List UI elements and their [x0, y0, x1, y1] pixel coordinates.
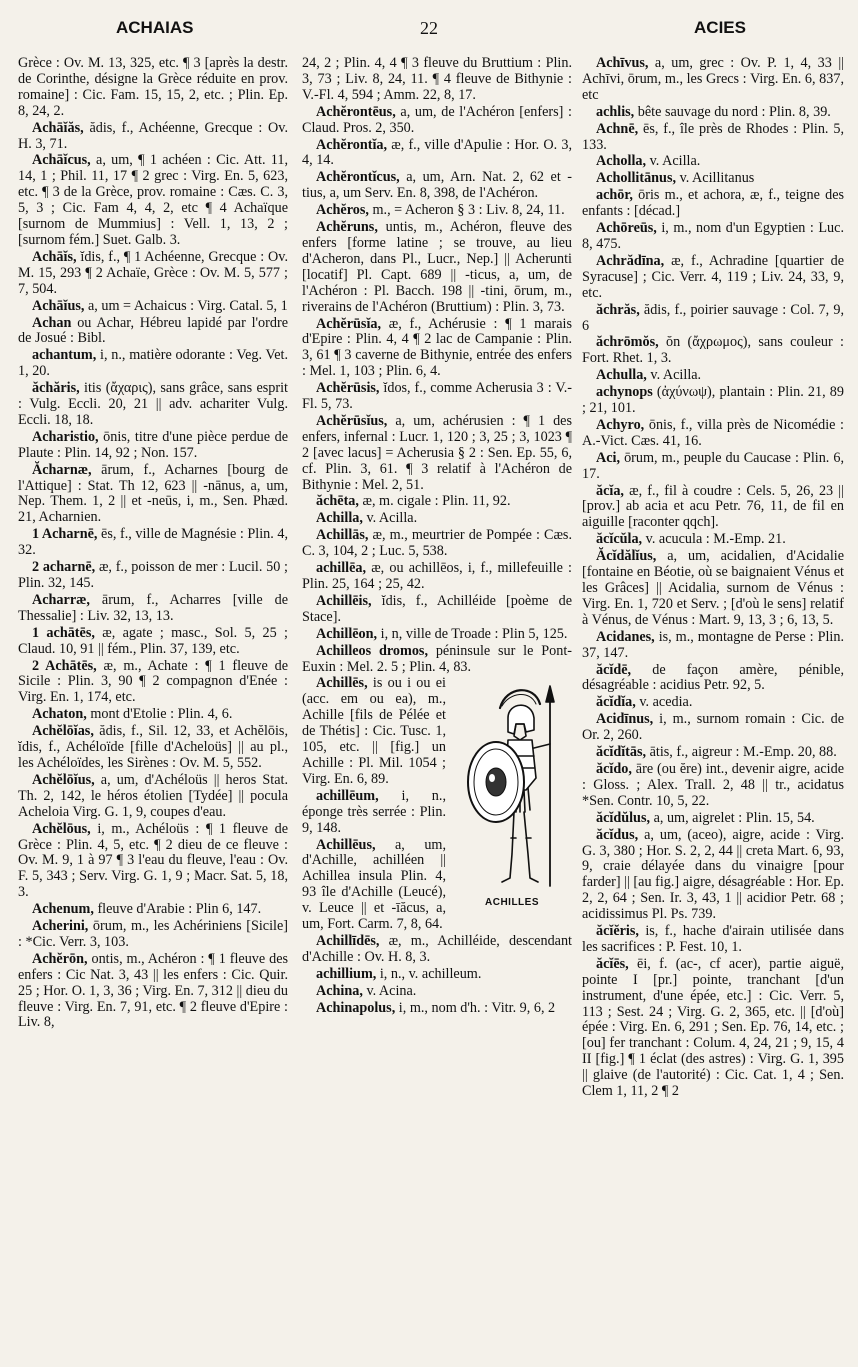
entry-definition: a, um, aigrelet : Plin. 15, 54. [653, 809, 815, 826]
entry-headword: ăcĭa, [596, 482, 624, 499]
entry-definition: ēs, f., île près de Rhodes : Plin. 5, 133. [582, 120, 844, 153]
dictionary-entry [582, 122, 844, 154]
achilles-figure [452, 678, 572, 914]
column-2 [302, 56, 572, 1356]
entry-definition: a, um, achérusien : ¶ 1 des enfers, infernal : Lucr. 1, 120 ; 3, 25 ; 3, 1023 ¶ 2 [avec lacus] = Acherusia § 2 : Sen. Ep. 55, 6, cf. Plin. 3, 61. ¶ 3 relatif à l'Achéron de Bithynie : Mel. 2, 51. [302, 412, 572, 493]
entry-definition: v. acucula : M.-Emp. 21. [645, 531, 786, 548]
entry-headword: Achillēon, [316, 625, 378, 642]
column-3 [582, 56, 844, 1356]
entry-headword: Achilleos dromos, [316, 642, 428, 659]
entry-definition: fleuve d'Arabie : Plin 6, 147. [97, 901, 262, 918]
entry-definition: is, m., montagne de Perse : Plin. 37, 147. [582, 628, 844, 661]
entry-headword: achillēa, [316, 560, 367, 577]
dictionary-entry [18, 626, 288, 658]
entry-headword: ăchēta, [316, 493, 359, 510]
entry-headword: achantum, [32, 347, 97, 364]
entry-headword: ăcĭĕris, [596, 923, 639, 940]
column-1 [18, 56, 288, 1356]
entry-headword: ăcĭdŭlus, [596, 809, 651, 826]
entry-headword: Achĕrūsĭus, [316, 412, 388, 429]
dictionary-entry [18, 952, 288, 1032]
entry-definition: v. Acilla. [366, 510, 418, 527]
entry-headword: Acharræ, [32, 591, 90, 608]
entry-headword: Achillēis, [316, 592, 372, 609]
entry-definition: æ, m., meurtrier de Pompée : Cæs. C. 3, 104, 2 ; Luc. 5, 538. [302, 527, 572, 560]
entry-definition: ārum, f., Acharres [ville de Thessalie] : Liv. 32, 13, 13. [18, 591, 288, 624]
entry-headword: ăcĭdo, [596, 760, 632, 777]
entry-definition: ēi, f. (ac-, cf acer), partie aiguë, pointe I [pr.] pointe, tranchant [d'un instrument, d'une épée, etc.] : Cic. Verr. 5, 113 ; Sest. 24 ; Virg. G. 2, 365, etc. || [d'où] épée : Virg. En. 6, 291 ; Sen. Ep. 76, 14, etc. ; [ou] fer tranchant : Colum. 4, 24, 21 ; 9, 15, 4 II [fig.] ¶ 1 éclat (des astres) : Virg. G. 1, 395 || glaive (de l'autorité) : Cic. Cat. 1, 4 ; Sen. Clem 1, 11, 2 ¶ 2 [582, 955, 844, 1100]
entry-headword: Achīvus, [596, 56, 649, 71]
entry-headword: achlis, [596, 103, 635, 120]
dictionary-entry [582, 663, 844, 695]
entry-headword: Achāĭăs, [32, 119, 84, 136]
entry-definition: ōnis, titre d'une pièce perdue de Plaute : Plin. 14, 92 ; Non. 157. [18, 428, 288, 461]
dictionary-entry [302, 138, 572, 170]
entry-definition: v. acedia. [639, 694, 693, 711]
dictionary-entry [302, 170, 572, 202]
dictionary-entry [302, 220, 572, 315]
entry-definition: æ, f., Achérusie : ¶ 1 marais d'Epire : Plin. 4, 4 ¶ 2 lac de Campanie : Plin. 3, 61 ¶ 3 caverne de Bithynie, entrée des enfers : Mel. 1, 103 ; Plin. 6, 4. [302, 315, 572, 380]
dictionary-entry [582, 105, 844, 121]
entry-definition: ontis, m., Achéron : ¶ 1 fleuve des enfers : Cic Nat. 3, 43 || les enfers : Cic. Quir. 25 ; Hor. O. 1, 3, 36 ; Virg. En. 7, 312 || dieu du fleuve : Virg. En. 7, 91, etc. ¶ 2 fleuve d'Epire : Liv. 8, [18, 950, 288, 1031]
entry-headword: Achrădīna, [596, 252, 665, 269]
entry-definition: itis (ἄχαρις), sans grâce, sans esprit : Vulg. Eccli. 20, 21 || adv. achariter Vulg. Eccli. 18, 18. [18, 380, 288, 428]
dictionary-entry [18, 348, 288, 380]
entry-definition: (ἀχύνωψ), plantain : Plin. 21, 89 ; 21, 101. [582, 384, 844, 417]
dictionary-entry [302, 594, 572, 626]
entry-headword: Achillās, [316, 527, 369, 544]
entry-definition: i, m., nom d'h. : Vitr. 9, 6, 2 [398, 999, 556, 1016]
dictionary-entry [582, 188, 844, 220]
figure-caption: ACHILLES [485, 897, 539, 909]
entry-definition: i, n., v. achilleum. [379, 965, 482, 982]
dictionary-entry [302, 494, 572, 510]
entry-definition: æ, f., Achradine [quartier de Syracuse] ; Cic. Verr. 4, 119 ; Liv. 24, 33, 9, etc. [582, 252, 844, 301]
dictionary-entry [18, 527, 288, 559]
entry-headword: Achyro, [596, 416, 645, 433]
entry-headword: ăchăris, [32, 380, 80, 397]
entry-definition: i, n., éponge très serrée : Plin. 9, 148. [302, 787, 446, 836]
dictionary-entry [18, 773, 288, 821]
header-left-word: ACHAIAS [116, 18, 194, 37]
entry-definition: ădis, f., Achéenne, Grecque : Ov. H. 3, 71. [18, 119, 288, 152]
entry-headword: Achĕrontĭa, [316, 136, 388, 153]
dictionary-entry [582, 532, 844, 548]
entry-headword: Achāĭcus, [32, 152, 91, 169]
dictionary-entry [302, 414, 572, 494]
entry-definition: ĭdis, f., Achilléide [poème de Stace]. [302, 592, 572, 625]
entry-definition: ōnis, f., villa près de Nicomédie : A.-Vict. Cæs. 41, 16. [582, 416, 844, 449]
entry-headword: ăcĭdus, [596, 826, 639, 843]
dictionary-entry [582, 56, 844, 104]
entry-headword: ăchrăs, [596, 301, 640, 318]
entry-headword: 1 achātēs, [32, 624, 95, 641]
header-right-word: ACIES [694, 18, 746, 37]
entry-definition: æ, agate ; masc., Sol. 5, 25 ; Claud. 10, 91 || fém., Plin. 37, 139, etc. [18, 624, 288, 657]
entry-definition: m., = Acheron § 3 : Liv. 8, 24, 11. [372, 202, 565, 219]
entry-definition: a, um, d'Achille, achilléen || Achillea insula Plin. 4, 93 île d'Achille (Leucé), v. Leuce || et -īăcus, a, um, Fort. Carm. 7, 8, 64. [302, 836, 446, 933]
entry-definition: i, n, ville de Troade : Plin 5, 125. [380, 625, 568, 642]
entry-definition: untis, m., Achéron, fleuve des enfers [forme latine ; se trouve, au lieu d'Acheron, dans Pl., Lucr., Nep.] || Acherunti [locatif] Pl. Capt. 689 || -ticus, a, um, de l'Achéron : Pl. Bacch. 198 || -tini, ōrum, m., riverains de l'Achéron (Bruttium) : Plin. 3, 73. [302, 219, 572, 315]
entry-headword: Achĕrūsis, [316, 380, 380, 397]
entry-definition: ădis, f., poirier sauvage : Col. 7, 9, 6 [582, 301, 844, 334]
dictionary-entry [18, 381, 288, 429]
dictionary-entry [582, 154, 844, 170]
dictionary-entry [302, 627, 572, 643]
entry-headword: Achĕrontĭcus, [316, 169, 400, 186]
entry-headword: Acidīnus, [596, 711, 654, 728]
entry-definition: ārum, f., Acharnes [bourg de l'Attique] : Stat. Th 12, 623 || -nānus, a, um, Nep. Them. 1, 2 || et -neūs, i, m., Sen. Phæd. 21, Acharnien. [18, 461, 288, 526]
dictionary-entry [302, 528, 572, 560]
entry-headword: Achenum, [32, 901, 94, 918]
entry-definition: i, m., Achéloüs : ¶ 1 fleuve de Grèce : Plin. 4, 5, etc. ¶ 2 dieu de ce fleuve : Ov. M. 9, 1 à 97 ¶ 3 l'eau du fleuve, l'eau : Ov. F. 5, 343 ; Serv. Virg. G. 1, 9 ; Macr. Sat. 5, 18, 3. [18, 820, 288, 901]
entry-headword: Achĕlōĭas, [32, 723, 94, 740]
dictionary-entry [18, 593, 288, 625]
entry-headword: Acholla, [596, 153, 647, 170]
dictionary-entry [18, 919, 288, 951]
entry-headword: 2 acharnē, [32, 559, 96, 576]
entry-headword: Achaton, [32, 706, 87, 723]
entry-definition: æ, f., ville d'Apulie : Hor. O. 3, 4, 14. [302, 136, 572, 169]
dictionary-entry [582, 385, 844, 417]
entry-headword: ăcĭcŭla, [596, 531, 643, 548]
dictionary-entry [302, 381, 572, 413]
entry-definition: ōrum, m., les Achériniens [Sicile] : *Cic. Verr. 3, 103. [18, 918, 288, 950]
entry-headword: Achollitānus, [596, 170, 677, 187]
dictionary-entry [302, 644, 572, 676]
entry-definition: ātis, f., aigreur : M.-Emp. 20, 88. [649, 744, 837, 761]
entry-definition: i, m., nom d'un Egyptien : Luc. 8, 475. [582, 220, 844, 252]
dictionary-entry [18, 822, 288, 902]
dictionary-entry [18, 56, 288, 120]
entry-definition: is ou i ou ei (acc. em ou ea), m., Achille [fils de Pélée et de Thétis] : Cic. Tusc. 1, 105, etc. || [fig.] un Achille : Pl. Mil. 1054 ; Virg. En. 6, 89. [302, 675, 446, 787]
dictionary-entry [582, 745, 844, 761]
dictionary-entry [18, 724, 288, 772]
entry-definition: v. Acilla. [649, 153, 701, 170]
entry-headword: Achnē, [596, 120, 639, 137]
dictionary-entry [302, 511, 572, 527]
entry-definition: āre (ou ĕre) int., devenir aigre, acide : Gloss. ; Alex. Trall. 2, 48 || tr., acidatus *Sen. Contr. 10, 5, 22. [582, 760, 844, 809]
entry-definition: æ, m., Achilléide, descendant d'Achille : Ov. H. 8, 3. [302, 932, 572, 965]
entry-definition: i, n., matière odorante : Veg. Vet. 1, 20. [18, 347, 288, 380]
dictionary-entry [582, 484, 844, 532]
entry-definition: ōris m., et achora, æ, f., teigne des enfants : [décad.] [582, 187, 844, 220]
dictionary-entry [582, 335, 844, 367]
entry-headword: ăcĭdĭa, [596, 694, 636, 711]
entry-definition: is, f., hache d'airain utilisée dans les sacrifices : P. Fest. 10, 1. [582, 923, 844, 955]
entry-headword: Ăcĭdălĭus, [596, 548, 657, 565]
entry-headword: Achĕros, [316, 202, 369, 219]
entry-definition: ĭdos, f., comme Acherusia 3 : V.-Fl. 5, 73. [302, 380, 572, 413]
entry-headword: Achĕlōĭus, [32, 771, 95, 788]
entry-definition: æ, m. cigale : Plin. 11, 92. [362, 493, 511, 510]
entry-definition: ōrum, m., peuple du Caucase : Plin. 6, 17. [582, 449, 844, 482]
entry-definition: péninsule sur le Pont-Euxin : Mel. 2. 5 ; Plin. 4, 83. [302, 642, 572, 675]
dictionary-entry [302, 56, 572, 104]
entry-headword: Achillīdēs, [316, 932, 380, 949]
page-number: 22 [420, 18, 438, 38]
entry-headword: Ăcharnæ, [32, 461, 92, 478]
entry-headword: Achillēus, [316, 836, 376, 853]
dictionary-entry [302, 561, 572, 593]
entry-definition: a, um = Achaicus : Virg. Catal. 5, 1 [87, 297, 288, 314]
entry-definition: Grèce : Ov. M. 13, 325, etc. ¶ 3 [après la destr. de Corinthe, désigne la Grèce réduite en prov. romaine] : Cic. Fam. 15, 15, 2, etc. ; Plin. Ep. 8, 24, 2. [18, 56, 288, 119]
dictionary-entry [18, 560, 288, 592]
entry-definition: v. Acillitanus [679, 170, 755, 187]
entry-definition: a, um, ¶ 1 achéen : Cic. Att. 11, 14, 1 ; Phil. 11, 17 ¶ 2 grec : Virg. En. 5, 623, etc. ¶ 3 de la Grèce, prov. romaine : Cæs. C. 3, 5, 3 ; Cic. Fam 4, 4, 2, etc ¶ 4 Achaïque [surnom de Mummius] : Vell. 1, 13, 2 ; [surnom fém.] Suet. Galb. 3. [18, 152, 288, 248]
entry-definition: a, um, de l'Achéron [enfers] : Claud. Pros. 2, 350. [302, 103, 572, 136]
entry-definition: a, um, (aceo), aigre, acide : Virg. G. 3, 380 ; Hor. S. 2, 2, 44 || creta Mart. 6, 93, 9, craie délayée dans du vinaigre [pour farder] || [au fig.] aigre, désagréable : Hor. Ep. 2, 2, 64 ; Sen. Ir. 3, 43, 1 || acidior Petr. 68 ; acidissimus Pl. Ps. 739. [582, 826, 844, 923]
entry-headword: achōr, [596, 187, 633, 204]
dictionary-entry [582, 171, 844, 187]
dictionary-entry [302, 105, 572, 137]
dictionary-entry [582, 303, 844, 335]
entry-headword: Achan [32, 314, 72, 331]
entry-headword: Acidanes, [596, 628, 655, 645]
entry-headword: Acherini, [32, 918, 89, 935]
entry-definition: ĭdis, f., ¶ 1 Achéenne, Grecque : Ov. M. 15, 293 ¶ 2 Achaïe, Grèce : Ov. M. 5, 577 ; 7, 504. [18, 248, 288, 297]
entry-definition: æ, f., fil à coudre : Cels. 5, 26, 23 || [prov.] ab acia et acu Petr. 76, 11, de fil en aiguille [raconter qqch]. [582, 482, 844, 531]
dictionary-entry [582, 451, 844, 483]
entry-headword: Aci, [596, 449, 621, 466]
dictionary-entry [582, 368, 844, 384]
dictionary-entry [18, 250, 288, 298]
dictionary-entry [582, 828, 844, 923]
dictionary-entry [302, 203, 572, 219]
entry-headword: Achĕrontēus, [316, 103, 396, 120]
entry-headword: Acharistio, [32, 428, 99, 445]
entry-definition: ădis, f., Sil. 12, 33, et Achĕlōis, ĭdis, f., Achéloïde [fille d'Acheloüs] || au pl., les Achéloïdes, les Sirènes : Ov. M. 5, 552. [18, 723, 288, 771]
entry-definition: ēs, f., ville de Magnésie : Plin. 4, 32. [18, 526, 288, 559]
dictionary-entry [18, 463, 288, 527]
entry-definition: 24, 2 ; Plin. 4, 4 ¶ 3 fleuve du Bruttium : Plin. 3, 73 ; Liv. 8, 24, 11. ¶ 4 fleuve de Bithynie : V.-Fl. 4, 594 ; Amm. 22, 8, 17. [302, 56, 572, 103]
entry-definition: æ, m., Achate : ¶ 1 fleuve de Sicile : Plin. 3, 90 ¶ 2 compagnon d'Enée : Virg. En. 1, 174, etc. [18, 657, 288, 706]
dictionary-entry [582, 221, 844, 253]
entry-definition: v. Acina. [366, 982, 417, 999]
dictionary-entry [582, 957, 844, 1100]
dictionary-entry [302, 967, 572, 983]
dictionary-entry [18, 316, 288, 348]
dictionary-entry [302, 1001, 572, 1017]
dictionary-entry [18, 153, 288, 248]
dictionary-entry [18, 902, 288, 918]
dictionary-entry [582, 695, 844, 711]
dictionary-entry [18, 430, 288, 462]
entry-headword: achillēum, [316, 787, 379, 804]
entry-headword: Achĕruns, [316, 219, 378, 236]
dictionary-entry [18, 121, 288, 153]
entry-definition: æ, ou achillēos, i, f., millefeuille : Plin. 25, 164 ; 25, 42. [302, 560, 572, 592]
entry-definition: a, um, grec : Ov. P. 1, 4, 33 || Achīvi, ōrum, m., les Grecs : Virg. En. 6, 837, etc [582, 56, 844, 103]
dictionary-entry [582, 630, 844, 662]
entry-headword: achillium, [316, 965, 377, 982]
entry-definition: a, um, acidalien, d'Acidalie [fontaine en Béotie, où se baignaient Vénus et les Grâces] || Acidalia, surnom de Vénus : Virg. En. 1, 720 et Serv. ; [d'où le sens] relatif à Vénus, de Vénus : Mart. 9, 13, 3 ; 6, 13, 5. [582, 548, 844, 628]
entry-definition: mont d'Etolie : Plin. 4, 6. [90, 706, 233, 723]
entry-definition: i, m., surnom romain : Cic. de Or. 2, 260. [582, 711, 844, 744]
dictionary-entry [18, 707, 288, 723]
entry-headword: ăchrōmŏs, [596, 334, 659, 351]
entry-headword: Achāĭs, [32, 248, 77, 265]
achilles-warrior-icon [456, 678, 568, 893]
dictionary-entry [302, 984, 572, 1000]
dictionary-entry [582, 811, 844, 827]
entry-headword: Achillēs, [316, 675, 368, 692]
entry-headword: Achĕrūsĭa, [316, 315, 382, 332]
entry-headword: 2 Achātēs, [32, 657, 97, 674]
entry-definition: ŏn (ἄχρωμος), sans couleur : Fort. Rhet. 1, 3. [582, 334, 844, 367]
entry-headword: Achōreūs, [596, 220, 657, 237]
dictionary-entry [582, 549, 844, 629]
entry-headword: Achilla, [316, 510, 363, 527]
entry-definition: æ, f., poisson de mer : Lucil. 50 ; Plin. 32, 145. [18, 559, 288, 591]
dictionary-entry [582, 418, 844, 450]
dictionary-entry [302, 934, 572, 966]
entry-headword: Achĕrōn, [32, 950, 88, 967]
entry-definition: bête sauvage du nord : Plin. 8, 39. [637, 103, 831, 120]
entry-headword: 1 Acharnē, [32, 526, 98, 543]
entry-headword: Achina, [316, 982, 363, 999]
dictionary-entry [582, 712, 844, 744]
entry-definition: v. Acilla. [650, 367, 702, 384]
entry-headword: achynops [596, 384, 653, 401]
page-header [0, 16, 858, 48]
entry-headword: ăcĭdē, [596, 661, 632, 678]
entry-definition: a, um, d'Achéloüs || heros Stat. Th. 2, 142, le héros étolien [Tydée] || pocula Acheloia Virg. G. 1, 9, coupes d'eau. [18, 771, 288, 820]
entry-headword: Achāĭus, [32, 297, 85, 314]
dictionary-entry [582, 924, 844, 956]
entry-definition: a, um, Arn. Nat. 2, 62 et -tius, a, um Serv. En. 8, 398, de l'Achéron. [302, 169, 572, 202]
entry-headword: Achinapolus, [316, 999, 396, 1016]
entry-headword: Achulla, [596, 367, 647, 384]
entry-definition: ou Achar, Hébreu lapidé par l'ordre de Josué : Bibl. [18, 314, 288, 347]
entry-headword: Achĕlōus, [32, 820, 91, 837]
dictionary-entry [582, 254, 844, 302]
entry-headword: ăcĭēs, [596, 955, 629, 972]
entry-headword: ăcĭdĭtās, [596, 744, 647, 761]
dictionary-entry [582, 762, 844, 810]
dictionary-entry [18, 299, 288, 315]
entry-definition: de façon amère, pénible, désagréable : acidius Petr. 92, 5. [582, 661, 844, 694]
dictionary-entry [302, 317, 572, 381]
dictionary-entry [18, 659, 288, 707]
